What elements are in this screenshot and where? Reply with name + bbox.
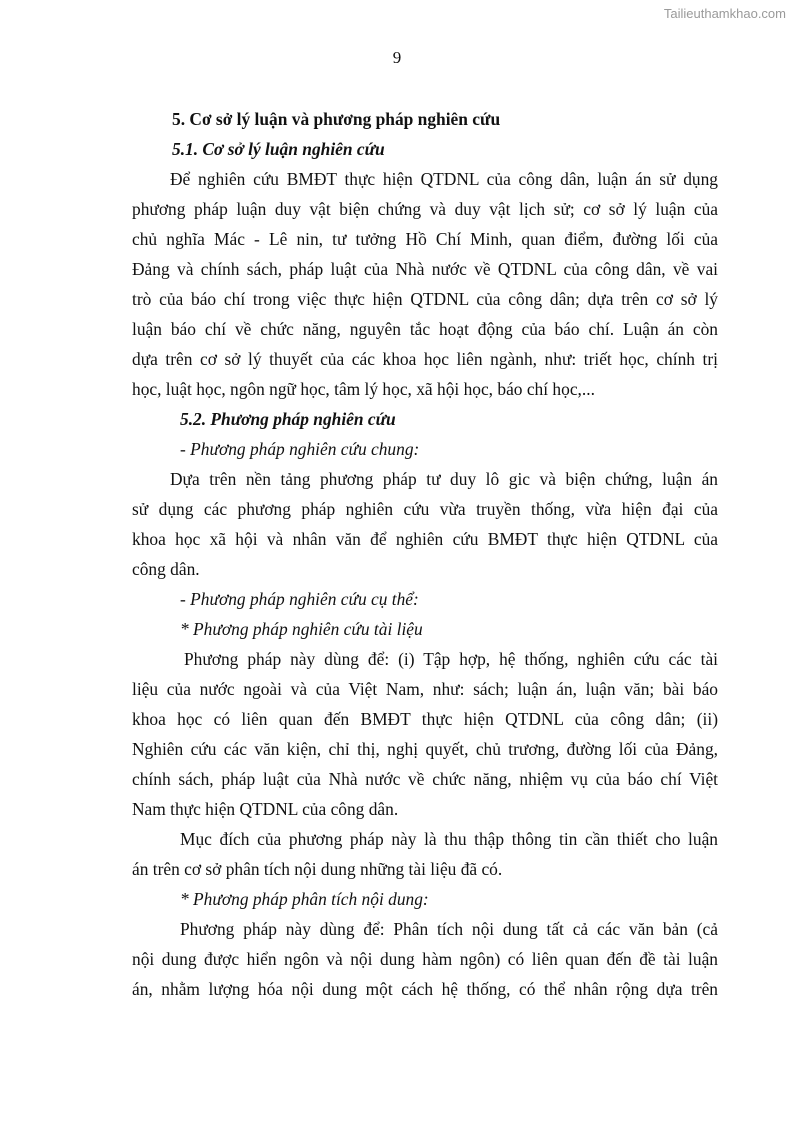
paragraph-line: luận báo chí về chức năng, nguyên tắc hoạt động của báo chí. Luận án còn <box>132 319 718 339</box>
watermark: Tailieuthamkhao.com <box>663 6 786 21</box>
paragraph-line: Đảng và chính sách, pháp luật của Nhà nước về QTDNL của công dân, về vai <box>132 259 718 279</box>
subheading-document-method: * Phương pháp nghiên cứu tài liệu <box>180 619 423 639</box>
paragraph-line: Phương pháp này dùng để: (i) Tập hợp, hệ thống, nghiên cứu các tài <box>184 649 718 669</box>
paragraph-line: phương pháp luận duy vật biện chứng và duy vật lịch sử; cơ sở lý luận của <box>132 199 718 219</box>
paragraph-line: án trên cơ sở phân tích nội dung những tài liệu đã có. <box>132 859 503 879</box>
paragraph-line: Dựa trên nền tảng phương pháp tư duy lô gic và biện chứng, luận án <box>170 469 718 489</box>
paragraph-line: Mục đích của phương pháp này là thu thập thông tin cần thiết cho luận <box>180 829 718 849</box>
section-heading-5-1: 5.1. Cơ sở lý luận nghiên cứu <box>172 139 385 159</box>
subheading-general-methods: - Phương pháp nghiên cứu chung: <box>180 439 420 459</box>
paragraph-line: án, nhằm lượng hóa nội dung một cách hệ thống, có thể nhân rộng dựa trên <box>132 979 718 999</box>
subheading-specific-methods: - Phương pháp nghiên cứu cụ thể: <box>180 589 419 609</box>
paragraph-line: Phương pháp này dùng để: Phân tích nội dung tất cả các văn bản (cả <box>180 919 718 939</box>
paragraph-line: chính sách, pháp luật của Nhà nước về chức năng, nhiệm vụ của báo chí Việt <box>132 769 718 789</box>
paragraph-line: Để nghiên cứu BMĐT thực hiện QTDNL của công dân, luận án sử dụng <box>170 169 718 189</box>
paragraph-line: Nam thực hiện QTDNL của công dân. <box>132 799 399 819</box>
paragraph-line: Nghiên cứu các văn kiện, chỉ thị, nghị quyết, chủ trương, đường lối của Đảng, <box>132 739 718 759</box>
paragraph-line: liệu của nước ngoài và của Việt Nam, như: sách; luận án, luận văn; bài báo <box>132 679 718 699</box>
paragraph-line: sử dụng các phương pháp nghiên cứu vừa truyền thống, vừa hiện đại của <box>132 499 718 519</box>
section-heading-5-2: 5.2. Phương pháp nghiên cứu <box>180 409 396 429</box>
document-body <box>132 104 718 1004</box>
section-heading-5: 5. Cơ sở lý luận và phương pháp nghiên cứu <box>172 109 501 129</box>
paragraph-line: khoa học xã hội và nhân văn để nghiên cứu BMĐT thực hiện QTDNL của <box>132 529 718 549</box>
paragraph-line: công dân. <box>132 559 200 579</box>
paragraph-line: khoa học có liên quan đến BMĐT thực hiện QTDNL của công dân; (ii) <box>132 709 718 729</box>
page-number: 9 <box>392 48 402 67</box>
paragraph-line: dựa trên cơ sở lý thuyết của các khoa học liên ngành, như: triết học, chính trị <box>132 349 718 369</box>
paragraph-line: chủ nghĩa Mác - Lê nin, tư tưởng Hồ Chí Minh, quan điểm, đường lối của <box>132 229 718 249</box>
paragraph-line: trò của báo chí trong việc thực hiện QTDNL của công dân; dựa trên cơ sở lý <box>132 289 718 309</box>
subheading-content-analysis-method: * Phương pháp phân tích nội dung: <box>180 889 429 909</box>
paragraph-line: học, luật học, ngôn ngữ học, tâm lý học, xã hội học, báo chí học,... <box>132 379 595 399</box>
paragraph-line: nội dung được hiển ngôn và nội dung hàm ngôn) có liên quan đến đề tài luận <box>132 949 718 969</box>
